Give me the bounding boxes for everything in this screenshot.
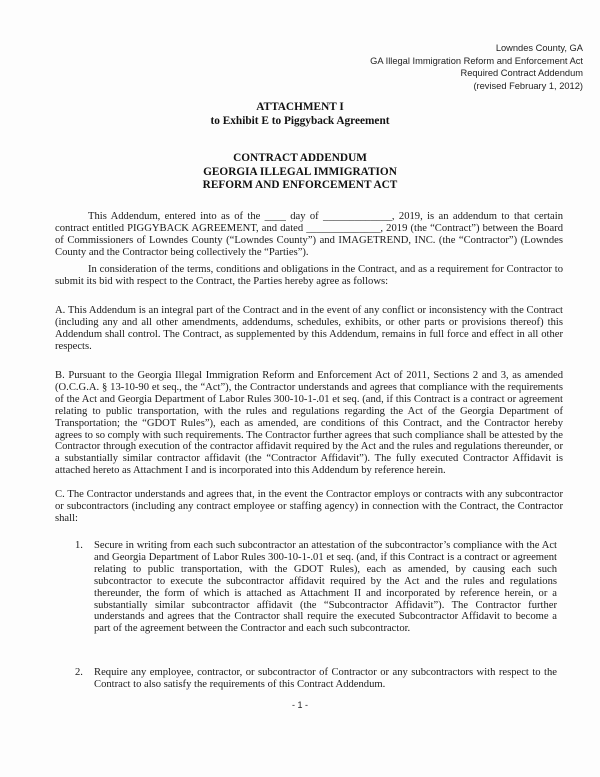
attachment-title: ATTACHMENT I [256,101,344,113]
section-a-paragraph: A. This Addendum is an integral part of the Contract and in the event of any conflict or inconsistency with the Contract (including any and all other amendments, addendums, schedules, exhibits, or other parts or provisions thereof) this Addendum shall control. The Contract, as supplemented by this Addendum, remains in full force and effect in all other respects. [55,305,563,352]
attachment-heading [0,101,600,128]
requirements-list-continued [75,667,557,691]
section-a-block [55,305,563,353]
list-item-number: 1. [75,540,83,551]
list-item-text: Secure in writing from each such subcontractor an attestation of the subcontractor’s compliance with the Act and Georgia Department of Labor Rules 300-10-1-.01 et seq. (and, if this Contract is a contract or agreement relating to public transportation, with the GDOT Rules), each as amended, by causing each such subcontractor to execute the subcontractor affidavit required by the Act and the rules and regulations thereunder, the form of which is attached as Attachment II and incorporated by reference herein, or a substantially similar subcontractor affidavit (the “Subcontractor Affidavit”). The Contractor further understands and agrees that the Contractor shall require the executed Subcontractor Affidavit to become a part of the agreement between the Contractor and each such subcontractor. [94,540,557,635]
header-revised: (revised February 1, 2012) [473,80,583,91]
consideration-paragraph-block [55,264,563,288]
header-county: Lowndes County, GA [495,43,583,53]
header-addendum: Required Contract Addendum [460,68,583,79]
title-line-3: REFORM AND ENFORCEMENT ACT [202,179,398,191]
header-act: GA Illegal Immigration Reform and Enforcement Act [370,55,583,66]
document-title [0,152,600,193]
list-item [75,540,557,635]
title-line-1: CONTRACT ADDENDUM [233,152,367,164]
section-c-block [55,489,563,525]
title-line-2: GEORGIA ILLEGAL IMMIGRATION [203,165,397,178]
requirements-list [75,540,557,635]
list-item-number: 2. [75,667,83,678]
document-header [370,42,583,92]
consideration-paragraph: In consideration of the terms, conditions and obligations in the Contract, and as a requirement for Contractor to submit its bid with respect to the Contract, the Parties hereby agree as follows: [55,264,563,287]
intro-paragraph: This Addendum, entered into as of the ____ day of _____________, 2019, is an addendum to that certain contract entitled PIGGYBACK AGREEMENT, and dated ______________, 2019 (the “Contract”) between the Board of Commissioners of Lowndes County (“Lowndes County”) and IMAGETREND, INC. (the “Contractor”) (Lowndes County and the Contractor being collectively the “Parties”). [55,211,563,258]
page-number: - 1 - [291,700,308,710]
section-b-paragraph: B. Pursuant to the Georgia Illegal Immigration Reform and Enforcement Act of 2011, Sections 2 and 3, as amended (O.C.G.A. § 13-10-90 et seq., the “Act”), the Contractor understands and agrees that compliance with the requirements of the Act and Georgia Department of Labor Rules 300-10-1-.01 et seq. (and, if this Contract is a contract or agreement relating to public transportation, with the rules and regulations regarding the Act of the Georgia Department of Transportation; the “GDOT Rules”), each as amended, are conditions of this Contract, and the Contractor hereby agrees to so comply with such requirements. The Contractor further agrees that such compliance shall be attested by the Contractor through execution of the contractor affidavit required by the Act and the rules and regulations thereunder, or a substantially similar contractor affidavit (the “Contractor Affidavit”). The fully executed Contractor Affidavit is attached hereto as Attachment I and is incorporated into this Addendum by reference herein. [55,370,563,477]
intro-paragraph-block [55,211,563,259]
list-item [75,667,557,691]
list-item-text: Require any employee, contractor, or subcontractor of Contractor or any subcontractors with respect to the Contract to also satisfy the requirements of this Contract Addendum. [94,667,557,690]
attachment-subtitle: to Exhibit E to Piggyback Agreement [210,114,390,127]
section-c-paragraph: C. The Contractor understands and agrees that, in the event the Contractor employs or contracts with any subcontractor or subcontractors (including any contract employee or staffing agency) in connection with the Contract, the Contractor shall: [55,489,563,524]
section-b-block [55,370,563,477]
